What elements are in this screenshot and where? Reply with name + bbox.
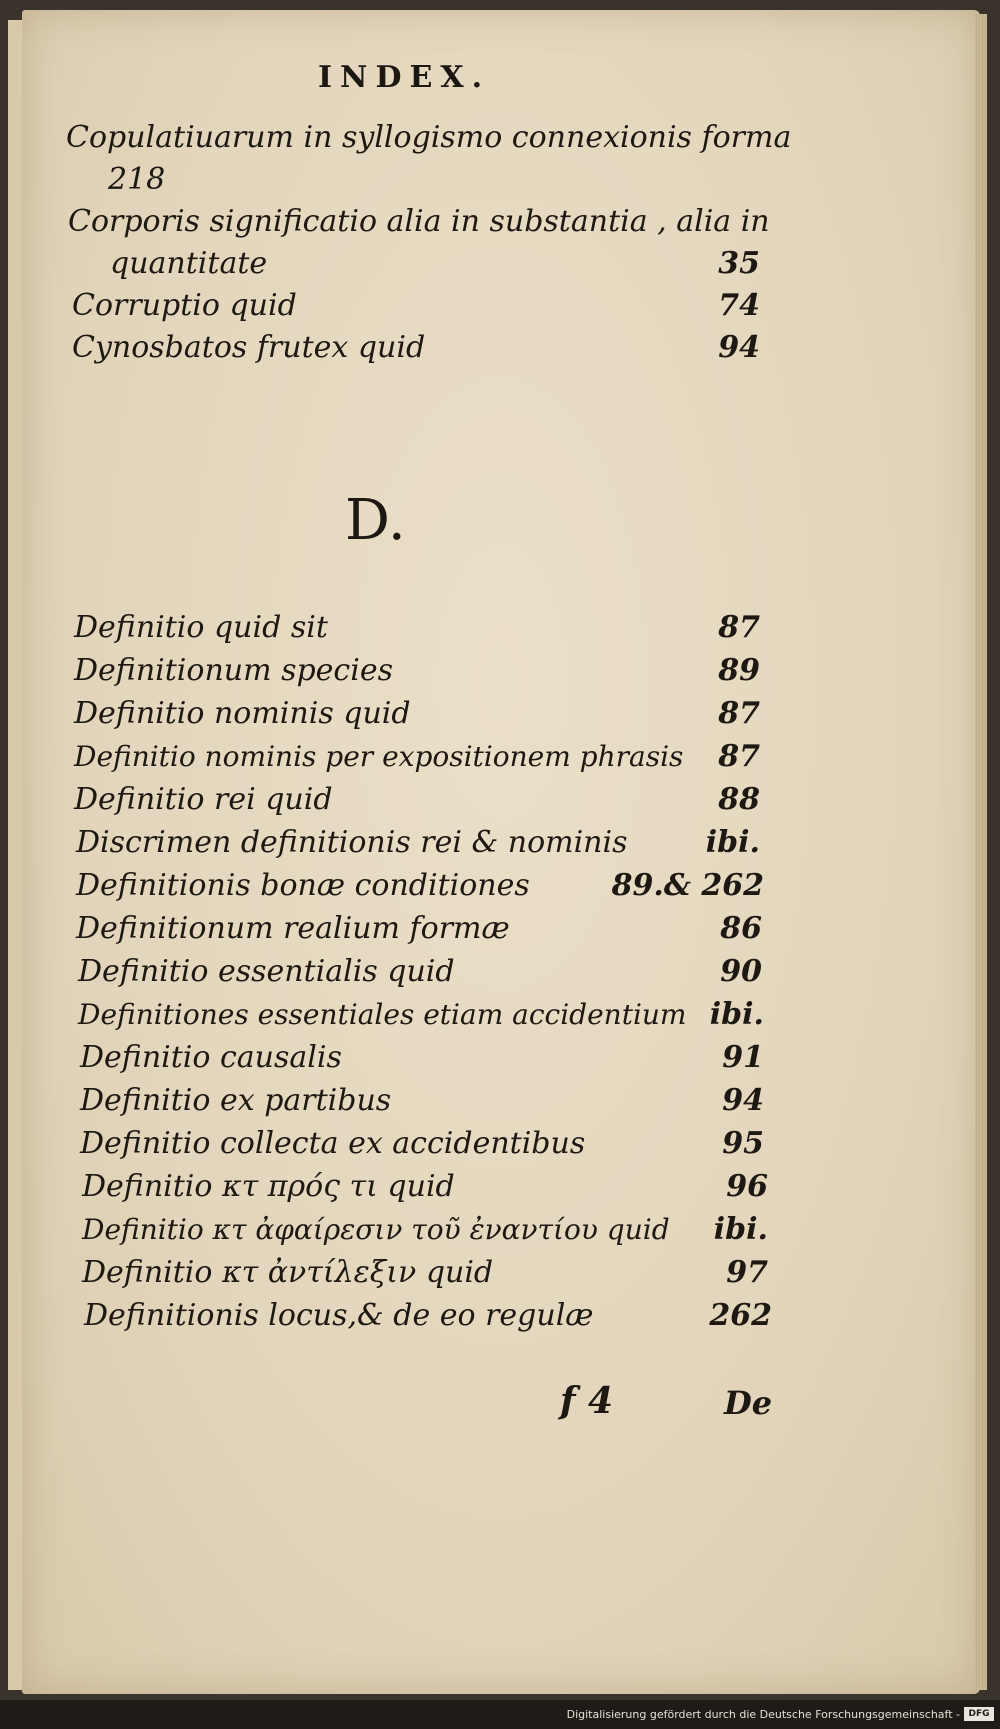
page-number: 94: [722, 1083, 764, 1118]
page-number: 87: [718, 696, 760, 731]
index-entry: Definitio κτ πρός τι quid: [82, 1169, 455, 1204]
index-entry: Definitio causalis: [80, 1040, 342, 1075]
index-entry: Discrimen definitionis rei & nominis: [76, 825, 628, 860]
index-entry: Definitio nominis per expositionem phrasis: [74, 740, 684, 773]
page-header: INDEX.: [318, 60, 491, 95]
page-number: ibi.: [709, 997, 764, 1032]
index-entry: Definitionum realium formæ: [76, 911, 510, 946]
index-entry: 218: [108, 162, 166, 197]
page-number: 91: [722, 1040, 764, 1075]
index-entry: Definitio essentialis quid: [78, 954, 455, 989]
page-number: 87: [718, 610, 760, 645]
page-number: 96: [726, 1169, 768, 1204]
page-number: 94: [718, 330, 760, 365]
index-entry: Definitio κτ ἀντίλεξιν quid: [82, 1255, 494, 1290]
page-number: 90: [720, 954, 762, 989]
index-entry: Cynosbatos frutex quid: [72, 330, 426, 365]
page-number: 74: [718, 288, 760, 323]
index-entry: Definitio nominis quid: [74, 696, 411, 731]
index-entry: Copulatiuarum in syllogismo connexionis forma: [66, 120, 792, 155]
page-number: 89: [718, 653, 760, 688]
index-entry: Definitionum species: [74, 653, 393, 688]
page-number: ibi.: [713, 1212, 768, 1247]
index-entry: Definitio rei quid: [74, 782, 333, 817]
page-number: 95: [722, 1126, 764, 1161]
index-entry: quantitate: [110, 246, 268, 281]
index-entry: Definitio ex partibus: [80, 1083, 392, 1118]
page-number: 262: [709, 1298, 772, 1333]
page-number: 88: [718, 782, 760, 817]
index-entry: Corporis significatio alia in substantia , alia in: [68, 204, 770, 239]
page-number: 86: [720, 911, 762, 946]
index-entry: Corruptio quid: [72, 288, 297, 323]
index-entry: Definitio collecta ex accidentibus: [80, 1126, 586, 1161]
index-entry: Definitio κτ ἀφαίρεσιν τοῦ ἐναντίου quid: [82, 1213, 670, 1246]
index-entry: Definitiones essentiales etiam accidentium: [78, 998, 687, 1031]
page-number: 87: [718, 739, 760, 774]
digitization-footer: [0, 1700, 1000, 1729]
page-number: 97: [726, 1255, 768, 1290]
footer-text: Digitalisierung gefördert durch die Deutsche Forschungsgemeinschaft -: [566, 1708, 960, 1721]
signature-mark: f 4: [560, 1380, 614, 1422]
catchword: De: [724, 1384, 773, 1422]
page-number: ibi.: [705, 825, 760, 860]
page-number: 35: [718, 246, 760, 281]
index-entry: Definitio quid sit: [74, 610, 328, 645]
page-number: 89.& 262: [611, 868, 764, 903]
section-letter: D.: [345, 488, 406, 553]
index-entry: Definitionis bonæ conditiones: [76, 868, 530, 903]
page-edge-right: [975, 14, 987, 1690]
page-edge-left: [8, 20, 22, 1690]
index-entry: Definitionis locus,& de eo regulæ: [84, 1298, 594, 1333]
dfg-logo: DFG: [964, 1707, 994, 1721]
